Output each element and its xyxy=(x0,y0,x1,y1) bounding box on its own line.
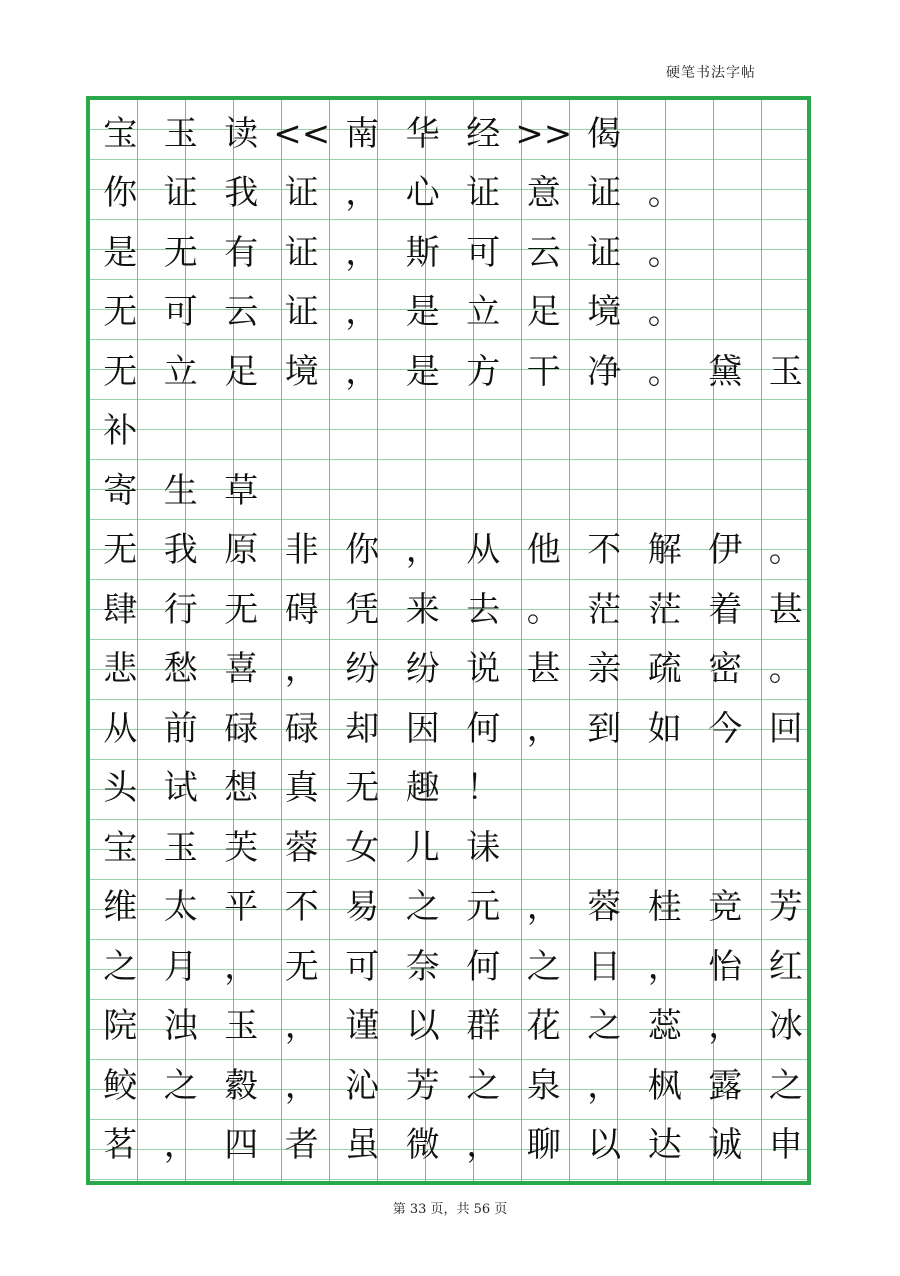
character-cell: 群 xyxy=(466,1006,501,1047)
character-cell: 回 xyxy=(768,708,803,749)
character-cell: ， xyxy=(647,946,682,987)
text-row xyxy=(90,104,807,164)
text-row xyxy=(90,580,807,640)
character-cell: 你 xyxy=(103,173,138,214)
character-cell: 玉 xyxy=(224,1006,259,1047)
character-cell: 花 xyxy=(526,1006,561,1047)
character-cell: 芳 xyxy=(768,887,803,928)
character-cell: 足 xyxy=(224,351,259,392)
character-cell: 芳 xyxy=(405,1065,440,1106)
character-cell: 诚 xyxy=(708,1125,743,1166)
character-cell: 是 xyxy=(103,232,138,273)
character-cell: 读 xyxy=(224,113,259,154)
character-cell: 足 xyxy=(526,292,561,333)
character-cell: 境 xyxy=(587,292,622,333)
character-cell: 从 xyxy=(466,530,501,571)
character-cell: 縠 xyxy=(224,1065,259,1106)
character-cell: 头 xyxy=(103,768,138,809)
character-cell: 蓉 xyxy=(284,827,319,868)
character-cell: 露 xyxy=(708,1065,743,1106)
character-cell: 密 xyxy=(708,649,743,690)
character-cell: 证 xyxy=(466,173,501,214)
character-cell: 。 xyxy=(647,232,682,273)
character-cell: 聊 xyxy=(526,1125,561,1166)
character-cell: 我 xyxy=(224,173,259,214)
text-row xyxy=(90,759,807,819)
character-cell: 无 xyxy=(163,232,198,273)
character-cell: 无 xyxy=(224,589,259,630)
character-cell: 趣 xyxy=(405,768,440,809)
character-cell: 是 xyxy=(405,292,440,333)
character-cell: 经 xyxy=(466,113,501,154)
character-cell: 无 xyxy=(103,292,138,333)
character-cell: 之 xyxy=(587,1006,622,1047)
character-cell: 疏 xyxy=(647,649,682,690)
character-cell: 以 xyxy=(587,1125,622,1166)
character-cell: 玉 xyxy=(768,351,803,392)
character-cell: 之 xyxy=(768,1065,803,1106)
character-cell: 真 xyxy=(284,768,319,809)
text-row xyxy=(90,1116,807,1176)
copybook-grid xyxy=(86,96,811,1185)
character-cell: 干 xyxy=(526,351,561,392)
character-cell: 想 xyxy=(224,768,259,809)
character-cell: 愁 xyxy=(163,649,198,690)
character-cell: ， xyxy=(224,946,259,987)
character-cell: 生 xyxy=(163,470,198,511)
character-cell: 可 xyxy=(466,232,501,273)
character-cell: 月 xyxy=(163,946,198,987)
character-cell: ， xyxy=(708,1006,743,1047)
character-cell: 茗 xyxy=(103,1125,138,1166)
text-row xyxy=(90,521,807,581)
character-cell: 去 xyxy=(466,589,501,630)
character-cell: 无 xyxy=(103,530,138,571)
text-row xyxy=(90,640,807,700)
character-cell: 奈 xyxy=(405,946,440,987)
character-cell: 原 xyxy=(224,530,259,571)
character-cell: 不 xyxy=(587,530,622,571)
text-row xyxy=(90,699,807,759)
character-cell: 泉 xyxy=(526,1065,561,1106)
character-cell: 黛 xyxy=(708,351,743,392)
character-cell: 申 xyxy=(768,1125,803,1166)
character-cell: 可 xyxy=(345,946,380,987)
character-cell: << xyxy=(273,113,331,154)
character-cell: 。 xyxy=(647,351,682,392)
character-cell: 他 xyxy=(526,530,561,571)
header-title: 硬笔书法字帖 xyxy=(666,65,756,81)
character-cell: 前 xyxy=(163,708,198,749)
character-cell: 之 xyxy=(466,1065,501,1106)
character-cell: ， xyxy=(526,887,561,928)
character-cell: 女 xyxy=(345,827,380,868)
character-cell: 净 xyxy=(587,351,622,392)
character-cell: 云 xyxy=(224,292,259,333)
character-cell: ， xyxy=(163,1125,198,1166)
character-cell: 如 xyxy=(647,708,682,749)
character-cell: 易 xyxy=(345,887,380,928)
character-cell: 甚 xyxy=(768,589,803,630)
character-cell: 伊 xyxy=(708,530,743,571)
character-cell: 无 xyxy=(103,351,138,392)
text-row xyxy=(90,878,807,938)
character-cell: 斯 xyxy=(405,232,440,273)
character-cell: 微 xyxy=(405,1125,440,1166)
character-cell: 。 xyxy=(647,173,682,214)
character-cell: 桂 xyxy=(647,887,682,928)
character-cell: 元 xyxy=(466,887,501,928)
character-cell: 。 xyxy=(647,292,682,333)
character-cell: 偈 xyxy=(587,113,622,154)
character-cell: 浊 xyxy=(163,1006,198,1047)
character-cell: 心 xyxy=(405,173,440,214)
character-cell: 竞 xyxy=(708,887,743,928)
text-row xyxy=(90,1056,807,1116)
character-cell: 补 xyxy=(103,411,138,452)
character-cell: 玉 xyxy=(163,113,198,154)
character-cell: 从 xyxy=(103,708,138,749)
character-cell: 有 xyxy=(224,232,259,273)
character-cell: 证 xyxy=(284,292,319,333)
character-cell: 茫 xyxy=(587,589,622,630)
character-cell: 冰 xyxy=(768,1006,803,1047)
character-cell: 怡 xyxy=(708,946,743,987)
character-cell: 诔 xyxy=(466,827,501,868)
character-cell: 沁 xyxy=(345,1065,380,1106)
character-cell: 宝 xyxy=(103,827,138,868)
character-cell: 草 xyxy=(224,470,259,511)
character-cell: 是 xyxy=(405,351,440,392)
character-cell: 到 xyxy=(587,708,622,749)
character-cell: ， xyxy=(587,1065,622,1106)
text-row xyxy=(90,342,807,402)
character-cell: 无 xyxy=(284,946,319,987)
character-cell: 鲛 xyxy=(103,1065,138,1106)
character-cell: 证 xyxy=(284,173,319,214)
character-cell: 枫 xyxy=(647,1065,682,1106)
character-cell: 可 xyxy=(163,292,198,333)
character-cell: 玉 xyxy=(163,827,198,868)
character-cell: 维 xyxy=(103,887,138,928)
character-cell: ， xyxy=(345,351,380,392)
character-cell: 着 xyxy=(708,589,743,630)
character-cell: 之 xyxy=(526,946,561,987)
character-cell: 证 xyxy=(284,232,319,273)
character-cell: 芙 xyxy=(224,827,259,868)
character-cell: 却 xyxy=(345,708,380,749)
character-cell: 虽 xyxy=(345,1125,380,1166)
character-cell: 云 xyxy=(526,232,561,273)
character-cell: 碌 xyxy=(284,708,319,749)
character-cell: 何 xyxy=(466,946,501,987)
character-cell: 碍 xyxy=(284,589,319,630)
character-cell: 证 xyxy=(587,173,622,214)
character-cell: 我 xyxy=(163,530,198,571)
character-cell: 纷 xyxy=(345,649,380,690)
character-cell: 凭 xyxy=(345,589,380,630)
text-row xyxy=(90,283,807,343)
character-cell: 。 xyxy=(526,589,561,630)
character-cell: 谨 xyxy=(345,1006,380,1047)
character-cell: 华 xyxy=(405,113,440,154)
character-cell: ， xyxy=(345,232,380,273)
text-rows xyxy=(90,104,807,1175)
character-cell: 方 xyxy=(466,351,501,392)
character-cell: 者 xyxy=(284,1125,319,1166)
character-cell: ， xyxy=(284,1065,319,1106)
character-cell: 非 xyxy=(284,530,319,571)
character-cell: 太 xyxy=(163,887,198,928)
character-cell: 蕊 xyxy=(647,1006,682,1047)
character-cell: 无 xyxy=(345,768,380,809)
character-cell: 甚 xyxy=(526,649,561,690)
character-cell: 红 xyxy=(768,946,803,987)
character-cell: 立 xyxy=(163,351,198,392)
character-cell: 亲 xyxy=(587,649,622,690)
character-cell: 来 xyxy=(405,589,440,630)
character-cell: 四 xyxy=(224,1125,259,1166)
character-cell: 行 xyxy=(163,589,198,630)
character-cell: ， xyxy=(405,530,440,571)
character-cell: 悲 xyxy=(103,649,138,690)
character-cell: 何 xyxy=(466,708,501,749)
character-cell: 儿 xyxy=(405,827,440,868)
character-cell: 不 xyxy=(284,887,319,928)
text-row xyxy=(90,223,807,283)
character-cell: 达 xyxy=(647,1125,682,1166)
character-cell: 之 xyxy=(405,887,440,928)
text-row xyxy=(90,997,807,1057)
character-cell: 宝 xyxy=(103,113,138,154)
character-cell: 。 xyxy=(768,649,803,690)
character-cell: 之 xyxy=(163,1065,198,1106)
character-cell: ， xyxy=(284,1006,319,1047)
character-cell: 今 xyxy=(708,708,743,749)
character-cell: 。 xyxy=(768,530,803,571)
character-cell: 意 xyxy=(526,173,561,214)
character-cell: 纷 xyxy=(405,649,440,690)
text-row xyxy=(90,402,807,462)
character-cell: 解 xyxy=(647,530,682,571)
character-cell: ， xyxy=(284,649,319,690)
character-cell: 喜 xyxy=(224,649,259,690)
character-cell: ， xyxy=(345,173,380,214)
character-cell: 平 xyxy=(224,887,259,928)
character-cell: 茫 xyxy=(647,589,682,630)
character-cell: 碌 xyxy=(224,708,259,749)
character-cell: ， xyxy=(466,1125,501,1166)
character-cell: 你 xyxy=(345,530,380,571)
character-cell: 蓉 xyxy=(587,887,622,928)
character-cell: 日 xyxy=(587,946,622,987)
character-cell: 证 xyxy=(587,232,622,273)
text-row xyxy=(90,937,807,997)
character-cell: 南 xyxy=(345,113,380,154)
character-cell: 证 xyxy=(163,173,198,214)
character-cell: ， xyxy=(526,708,561,749)
character-cell: >> xyxy=(515,113,573,154)
page-number: 第 33 页，共 56 页 xyxy=(392,1202,508,1217)
text-row xyxy=(90,818,807,878)
character-cell: 因 xyxy=(405,708,440,749)
character-cell: 肆 xyxy=(103,589,138,630)
character-cell: ， xyxy=(345,292,380,333)
character-cell: 之 xyxy=(103,946,138,987)
character-cell: 院 xyxy=(103,1006,138,1047)
text-row xyxy=(90,461,807,521)
character-cell: 寄 xyxy=(103,470,138,511)
text-row xyxy=(90,164,807,224)
character-cell: ！ xyxy=(466,768,501,809)
character-cell: 境 xyxy=(284,351,319,392)
character-cell: 立 xyxy=(466,292,501,333)
character-cell: 说 xyxy=(466,649,501,690)
character-cell: 以 xyxy=(405,1006,440,1047)
character-cell: 试 xyxy=(163,768,198,809)
